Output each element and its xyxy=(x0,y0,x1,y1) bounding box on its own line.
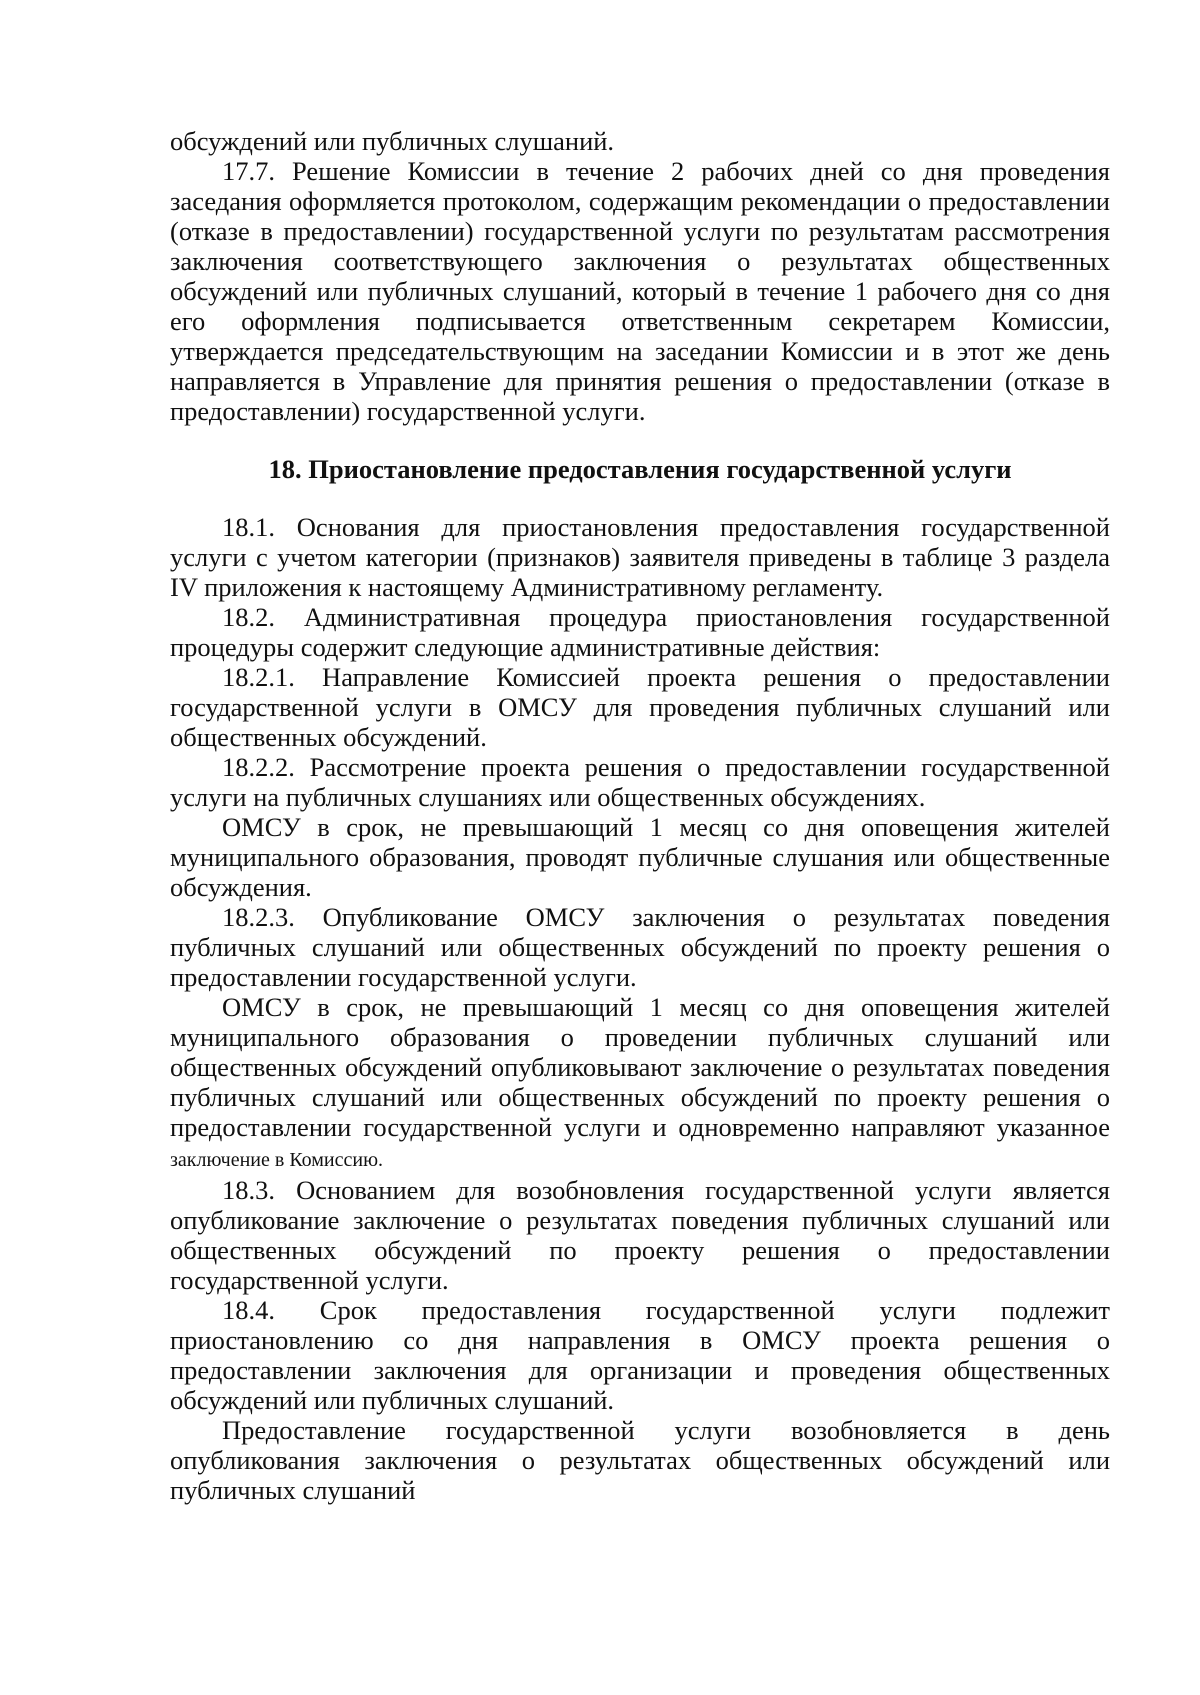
document-body xyxy=(170,126,1110,1505)
paragraph-17-7: 17.7. Решение Комиссии в течение 2 рабочих дней со дня проведения заседания оформляется протоколом, содержащим рекомендации о предоставлении (отказе в предоставлении) государственной услуги по результатам рассмотрения заключения соответствующего заключения о результатах общественных обсуждений или публичных слушаний, который в течение 1 рабочего дня со дня его оформления подписывается ответственным секретарем Комиссии, утверждается председательствующим на заседании Комиссии и в этот же день направляется в Управление для принятия решения о предоставлении (отказе в предоставлении) государственной услуги. xyxy=(170,156,1110,426)
paragraph-18-2-2: 18.2.2. Рассмотрение проекта решения о предоставлении государственной услуги на публичных слушаниях или общественных обсуждениях. xyxy=(170,752,1110,812)
paragraph-18-2-3: 18.2.3. Опубликование ОМСУ заключения о результатах поведения публичных слушаний или общественных обсуждений по проекту решения о предоставлении государственной услуги. xyxy=(170,902,1110,992)
paragraph-continuation: обсуждений или публичных слушаний. xyxy=(170,126,615,156)
paragraph-18-4: 18.4. Срок предоставления государственной услуги подлежит приостановлению со дня направления в ОМСУ проекта решения о предоставлении заключения для организации и проведения общественных обсуждений или публичных слушаний. xyxy=(170,1295,1110,1415)
paragraph-resumption: Предоставление государственной услуги возобновляется в день опубликования заключения о результатах общественных обсуждений или публичных слушаний xyxy=(170,1415,1110,1505)
section-heading: 18. Приостановление предоставления государственной услуги xyxy=(268,454,1012,484)
paragraph-omsu-publication-tail: заключение в Комиссию. xyxy=(170,1149,384,1171)
paragraph-omsu-publication-main: ОМСУ в срок, не превышающий 1 месяц со дня оповещения жителей муниципального образования о проведении публичных слушаний или общественных обсуждений опубликовывают заключение о результатах поведения публичных слушаний или общественных обсуждений по проекту решения о предоставлении государственной услуги и одновременно направляют указанное xyxy=(170,992,1110,1142)
paragraph-18-1: 18.1. Основания для приостановления предоставления государственной услуги с учетом категории (признаков) заявителя приведены в таблице 3 раздела IV приложения к настоящему Административному регламенту. xyxy=(170,512,1110,602)
paragraph-omsu-publication xyxy=(170,992,1110,1175)
paragraph-omsu-hearings: ОМСУ в срок, не превышающий 1 месяц со дня оповещения жителей муниципального образования, проводят публичные слушания или общественные обсуждения. xyxy=(170,812,1110,902)
paragraph-18-2-1: 18.2.1. Направление Комиссией проекта решения о предоставлении государственной услуги в ОМСУ для проведения публичных слушаний или общественных обсуждений. xyxy=(170,662,1110,752)
paragraph-18-2: 18.2. Административная процедура приостановления государственной процедуры содержит следующие административные действия: xyxy=(170,602,1110,662)
paragraph-18-3: 18.3. Основанием для возобновления государственной услуги является опубликование заключение о результатах поведения публичных слушаний или общественных обсуждений по проекту решения о предоставлении государственной услуги. xyxy=(170,1175,1110,1295)
